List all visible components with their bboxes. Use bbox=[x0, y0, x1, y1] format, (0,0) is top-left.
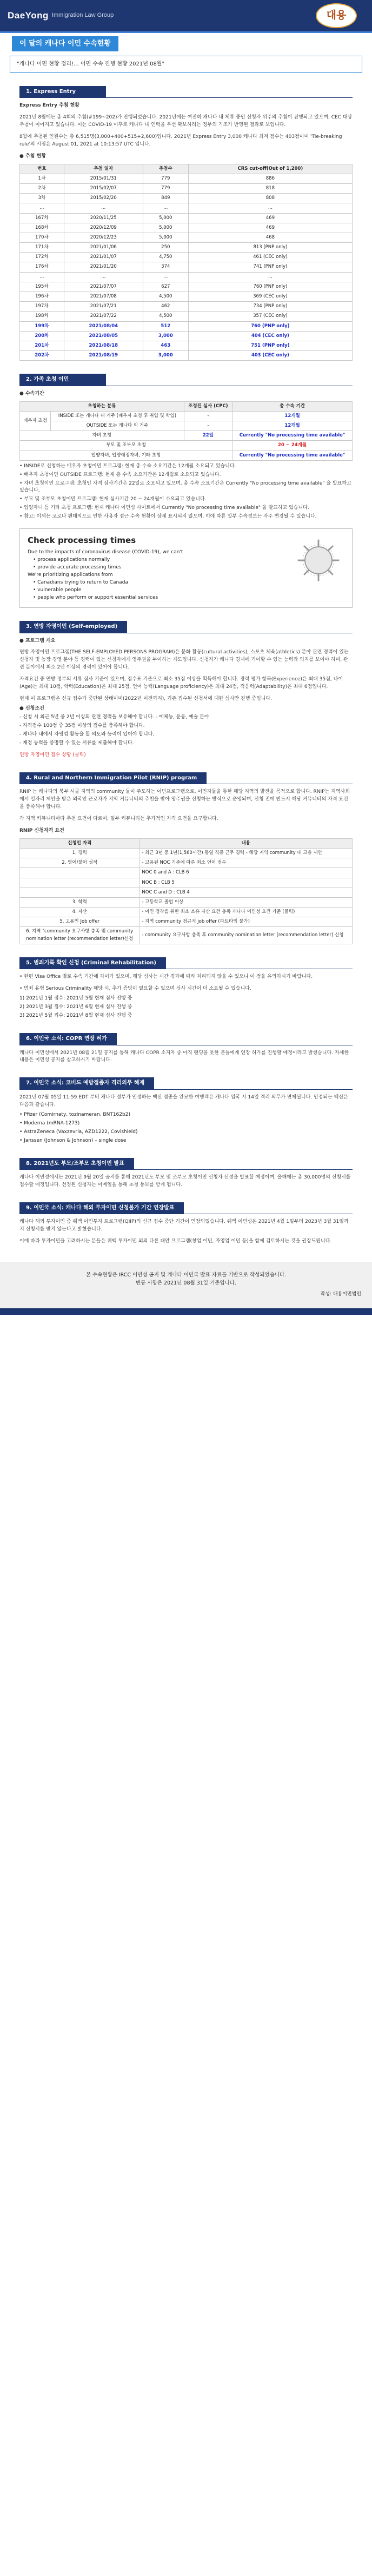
table-cell: 202차 bbox=[20, 351, 64, 361]
table-row bbox=[20, 849, 353, 858]
covid-notice-line: Due to the impacts of coronavirus disease (COVID-19), we can't bbox=[28, 549, 183, 555]
table-cell bbox=[20, 888, 140, 897]
main-content bbox=[0, 73, 372, 1246]
covid-notice-box bbox=[19, 528, 353, 608]
table-cell: 1. 경력 bbox=[20, 849, 140, 858]
rnip-requirements-table bbox=[19, 838, 353, 944]
table-cell: 2021/08/05 bbox=[64, 331, 143, 341]
table-row bbox=[20, 908, 353, 917]
section-title-copr: 6. 이민국 소식: COPR 연장 허가 bbox=[19, 1033, 117, 1045]
table-cell: 403 (CEC only) bbox=[188, 351, 352, 361]
table-cell: 2차 bbox=[20, 184, 64, 194]
table-cell: NOC B : CLB 5 bbox=[140, 878, 353, 888]
table-cell: 760 (PNP only) bbox=[188, 321, 352, 331]
express-entry-paragraph-1: 2021년 8월에는 총 4회의 추첨(#199~202)가 진행되었습니다. 2021년에는 여전히 캐나다 내 체류 중인 신청자 위주의 추첨이 진행되고 있으며, CEC 대상 추첨이 이어지고 있습니다. 이는 COVID-19 이후로 캐나다 내 인력을 우선 확보하려는 정부의 기조가 반영된 결과로 보입니다. bbox=[19, 115, 353, 128]
table-cell: - bbox=[184, 411, 232, 421]
table-cell: INSIDE 또는 캐나다 내 거주 (배우자 초청 후 취업 및 학업) bbox=[51, 411, 184, 421]
vaccine-paragraph: 2021년 07월 05일 11:59 EDT 부터 캐나다 정부가 인정하는 백신 접종을 완료한 여행객은 캐나다 입국 시 14일 격리 의무가 면제됩니다. 인정되는 백신은 다음과 같습니다. bbox=[19, 1094, 348, 1108]
vaccine-list bbox=[19, 1111, 353, 1145]
table-header: 총 수속 기간 bbox=[232, 401, 353, 411]
table-cell: 512 bbox=[143, 321, 188, 331]
table-cell: 입양자녀, 입양예정자녀, 기타 초청 bbox=[20, 451, 232, 460]
table-cell: 2021/08/19 bbox=[64, 351, 143, 361]
table-cell: 2021/01/07 bbox=[64, 253, 143, 262]
table-cell: 849 bbox=[143, 194, 188, 203]
footer-line: 본 수속현황은 IRCC 이민성 공지 및 캐나다 이민국 발표 자료를 기반으로 작성되었습니다. bbox=[85, 1272, 287, 1279]
table-cell bbox=[20, 878, 140, 888]
family-note: • 입양자녀 등 기타 초청 프로그램: 현재 캐나다 이민성 사이트에서 Currently "No processing time available" 을 발표하고 있습니다. bbox=[19, 505, 309, 511]
section-divider bbox=[19, 1089, 353, 1090]
table-cell: 741 (PNP only) bbox=[188, 262, 352, 272]
table-cell: 2021/01/20 bbox=[64, 262, 143, 272]
table-header: 조정된 심사 (CPC) bbox=[184, 401, 232, 411]
table-cell: 22일 bbox=[184, 431, 232, 441]
table-cell: Currently "No processing time available" bbox=[232, 431, 353, 441]
self-employed-requirements bbox=[19, 705, 353, 747]
table-row bbox=[20, 203, 353, 213]
table-cell: 2021/08/18 bbox=[64, 341, 143, 350]
family-notes bbox=[19, 463, 353, 521]
emblem-text: 대용 bbox=[326, 9, 347, 22]
program-overview-label: ● 프로그램 개요 bbox=[19, 638, 56, 644]
table-row bbox=[20, 441, 353, 451]
table-cell: 2020/12/09 bbox=[64, 223, 143, 233]
covid-notice-text bbox=[28, 534, 183, 602]
table-cell: 751 (PNP only) bbox=[188, 341, 352, 350]
table-row bbox=[20, 312, 353, 321]
table-cell: 197차 bbox=[20, 302, 64, 312]
table-cell: 자녀 초청 bbox=[20, 431, 184, 441]
table-cell: OUTSIDE 또는 캐나다 외 거주 bbox=[51, 421, 184, 431]
emblem-logo bbox=[316, 3, 357, 28]
table-cell: 2015/01/31 bbox=[64, 174, 143, 183]
table-cell: 2021/07/07 bbox=[64, 282, 143, 292]
covid-notice-bullet: • Canadians trying to return to Canada bbox=[33, 580, 128, 586]
family-note: • 배우자 초청이민 OUTSIDE 프로그램: 현재 총 수속 소요기간은 12개월로 소요되고 있습니다. bbox=[19, 472, 221, 478]
vaccine-item: • Janssen (Johnson & Johnson) – single dose bbox=[19, 1137, 127, 1143]
table-header: 내용 bbox=[140, 838, 353, 848]
covid-notice-bullet: • process applications normally bbox=[33, 557, 110, 563]
table-row bbox=[20, 451, 353, 460]
table-cell: 4,750 bbox=[143, 253, 188, 262]
table-cell: 12개월 bbox=[232, 411, 353, 421]
requirement-item: ● 신청조건 bbox=[19, 706, 44, 712]
table-header: 추첨수 bbox=[143, 164, 188, 174]
table-row bbox=[20, 272, 353, 282]
vaccine-item: • Pfizer (Comirnaty, tozinameran, BNT162b2) bbox=[19, 1111, 130, 1117]
investor-paragraph: 캐나다 해외 투자이민 중 퀘벡 이민투자 프로그램(QIIP)의 신규 접수 중단 기간이 연장되었습니다. 퀘벡 이민성은 2021년 4월 1일부터 2023년 3월 31일까지 신청서를 받지 않는다고 밝혔습니다. bbox=[19, 1219, 349, 1233]
table-cell: 3차 bbox=[20, 194, 64, 203]
table-cell: - 지역 community 정규직 job offer (파트타임 불가) bbox=[140, 917, 353, 927]
table-cell: 2021/07/21 bbox=[64, 302, 143, 312]
table-cell: 20 ~ 24개월 bbox=[232, 441, 353, 451]
table-header: 번호 bbox=[20, 164, 64, 174]
section-divider bbox=[19, 1169, 353, 1170]
table-cell: 2015/02/20 bbox=[64, 194, 143, 203]
self-employed-status-link[interactable]: 연방 자영이민 접수 상황 (클릭) bbox=[19, 752, 86, 758]
covid-notice-bullet: • people who perform or support essential services bbox=[33, 595, 158, 601]
section-title-investor-pause: 9. 이민국 소식: 캐나다 해외 투자이민 신청불가 기간 연장발표 bbox=[19, 1202, 184, 1214]
table-row bbox=[20, 878, 353, 888]
rehab-list bbox=[19, 995, 353, 1020]
table-cell: Currently "No processing time available" bbox=[232, 451, 353, 460]
table-cell: ... bbox=[20, 203, 64, 213]
bottom-bar bbox=[0, 1308, 372, 1315]
table-row bbox=[20, 282, 353, 292]
table-cell: 734 (PNP only) bbox=[188, 302, 352, 312]
rehab-item: 2) 2021년 3월 접수: 2021년 6월 현재 심사 진행 중 bbox=[19, 1004, 132, 1010]
table-row bbox=[20, 421, 353, 431]
requirement-item: - 재정 능력을 증명할 수 있는 서류를 제출해야 합니다. bbox=[19, 740, 134, 746]
table-cell: 2015/02/07 bbox=[64, 184, 143, 194]
table-row bbox=[20, 321, 353, 331]
table-row bbox=[20, 927, 353, 944]
intro-subtitle: "캐나다 이민 현황 정리!... 이민 수속 진행 현황 2021년 08월" bbox=[10, 56, 362, 73]
table-cell: 201차 bbox=[20, 341, 64, 350]
table-cell: - 고용된 NOC 기준에 따른 최소 언어 점수 bbox=[140, 858, 353, 868]
covid-notice-bullet: • vulnerable people bbox=[33, 587, 82, 593]
section-title-express-entry: 1. Express Entry bbox=[19, 86, 106, 98]
table-row bbox=[20, 868, 353, 878]
requirement-item: - 신청 시 최근 5년 중 2년 이상의 관련 경력을 보유해야 합니다. - 예체능, 운동, 예술 분야 bbox=[19, 714, 209, 720]
table-cell: 462 bbox=[143, 302, 188, 312]
table-cell bbox=[20, 868, 140, 878]
vaccine-item: • Moderna (mRNA-1273) bbox=[19, 1120, 80, 1126]
section-divider bbox=[19, 97, 353, 98]
section-title-vaccine-exemption: 7. 이민국 소식: 코비드 예방접종자 격리의무 해제 bbox=[19, 1077, 154, 1089]
copr-paragraph: 캐나다 이민성에서 2021년 08월 21일 공지를 통해 캐나다 COPR 소지자 중 아직 랜딩을 못한 분들에게 연장 허가를 진행할 예정이라고 밝혔습니다. 자세한 내용은 이민성 공지를 참고하시기 바랍니다. bbox=[19, 1050, 349, 1063]
table-row bbox=[20, 174, 353, 183]
table-header: CRS cut-off(Out of 1,200) bbox=[188, 164, 352, 174]
processing-time-label: ● 수속기간 bbox=[19, 390, 44, 396]
rnip-paragraph: RNIP 는 캐나다의 북부 시골 지역의 community 들이 주도하는 이민프로그램으로, 이민자들을 통한 해당 지역의 발전을 목적으로 합니다. RNIP는 지역사회에서 일자리 제안을 받은 외국인 근로자가 지역 커뮤니티의 추천을 받아 영주권을 신청하는 방식으로 운영되며, 신청 전에 반드시 해당 커뮤니티의 자격 요건을 충족해야 합니다. bbox=[19, 789, 350, 810]
section-title-self-employed: 3. 연방 자영이민 (Self-employed) bbox=[19, 621, 127, 633]
table-cell: 1차 bbox=[20, 174, 64, 183]
footer-author: 작성: 대용이민법인 bbox=[320, 1291, 361, 1297]
rehab-item: 1) 2021년 1월 접수: 2021년 5월 현재 심사 진행 중 bbox=[19, 996, 132, 1002]
table-cell: - 이민 정착을 위한 최소 소유 자산 요건 충족 캐나다 이민성 요건 기준 (클릭) bbox=[140, 908, 353, 917]
express-entry-paragraph-2: 8월에 추첨된 인원수는 총 6,515명(3,000+400+515+2,600)입니다. 2021년 Express Entry 3,000 캐나다 최저 점수는 403점이며 'Tie-breaking rule'의 시점은 August 01, 2021 at 10:13:57 UTC 입니다. bbox=[19, 134, 342, 147]
footer-box bbox=[0, 1262, 372, 1308]
table-row bbox=[20, 888, 353, 897]
table-cell: 5. 고용인 Job offer bbox=[20, 917, 140, 927]
table-cell: ... bbox=[64, 203, 143, 213]
virus-icon bbox=[293, 534, 344, 586]
table-cell: 3. 학력 bbox=[20, 897, 140, 907]
section-title-family-sponsorship: 2. 가족 초청 이민 bbox=[19, 374, 106, 386]
table-cell: 4. 자산 bbox=[20, 908, 140, 917]
company-logo-subtitle: Immigration Law Group bbox=[51, 12, 114, 19]
table-cell: ... bbox=[143, 272, 188, 282]
table-cell: 168차 bbox=[20, 223, 64, 233]
self-employed-paragraph: 현재 이 프로그램은 신규 접수가 중단된 상태이며(2022년 이전까지), 기존 접수된 신청서에 대한 심사만 진행 중입니다. bbox=[19, 696, 272, 702]
table-cell: 2021/01/06 bbox=[64, 243, 143, 253]
table-cell: 469 bbox=[188, 213, 352, 223]
table-row bbox=[20, 351, 353, 361]
family-note: • INSIDE로 신청하는 배우자 초청이민 프로그램: 현재 총 수속 소요기간은 12개월 소요되고 있습니다. bbox=[19, 463, 236, 469]
table-header: 신청인 자격 bbox=[20, 838, 140, 848]
rehab-item: 3) 2021년 5월 접수: 2021년 8월 현재 심사 진행 중 bbox=[19, 1013, 132, 1019]
table-row bbox=[20, 917, 353, 927]
covid-notice-line: We're prioritizing applications from bbox=[28, 572, 113, 578]
parents-paragraph: 캐나다 이민성에서는 2021년 9월 20일 공지를 통해 2021년도 부모 및 조부모 초청이민 신청자 선정을 발표할 예정이며, 올해에는 총 30,000명의 신청서를 접수할 예정입니다. 선정된 신청자는 이메일을 통해 초청 통보를 받게 됩니다. bbox=[19, 1175, 351, 1188]
table-row bbox=[20, 233, 353, 242]
express-entry-draw-table bbox=[19, 164, 353, 361]
table-header: 초청하는 분류 bbox=[20, 401, 184, 411]
table-cell: 818 bbox=[188, 184, 352, 194]
table-cell: ... bbox=[64, 272, 143, 282]
table-row bbox=[20, 431, 353, 441]
table-cell: 357 (CEC only) bbox=[188, 312, 352, 321]
company-logo[interactable]: DaeYong bbox=[8, 10, 49, 21]
investor-paragraph: 이에 따라 투자이민을 고려하시는 분들은 퀘벡 투자이민 외의 다른 대안 프로그램(창업 이민, 자영업 이민 등)을 함께 검토하시는 것을 권장드립니다. bbox=[19, 1239, 332, 1244]
table-cell: 3,000 bbox=[143, 331, 188, 341]
table-cell: 760 (PNP only) bbox=[188, 282, 352, 292]
table-cell: 5,000 bbox=[143, 223, 188, 233]
table-cell: NOC 0 and A : CLB 6 bbox=[140, 868, 353, 878]
table-row bbox=[20, 292, 353, 302]
rnip-table-label: RNIP 신청자격 요건 bbox=[19, 827, 64, 833]
table-cell: 2021/07/08 bbox=[64, 292, 143, 302]
table-cell: - 최근 3년 중 1년(1,560시간) 동일 직종 근무 경력 - 해당 지역 community 내 고용 제안 bbox=[140, 849, 353, 858]
table-cell: 5,000 bbox=[143, 213, 188, 223]
table-row bbox=[20, 194, 353, 203]
table-cell: 200차 bbox=[20, 331, 64, 341]
vaccine-item: • AstraZeneca (Vaxzevria, AZD1222, Covishield) bbox=[19, 1129, 138, 1135]
table-cell: 461 (CEC only) bbox=[188, 253, 352, 262]
table-cell: ... bbox=[188, 272, 352, 282]
table-row bbox=[20, 331, 353, 341]
table-cell: 12개월 bbox=[232, 421, 353, 431]
table-cell: - community 요구사항 충족 후 community nomination letter (recommendation letter) 신청 bbox=[140, 927, 353, 944]
draw-table-label: ● 추첨 현황 bbox=[19, 153, 46, 159]
table-cell: 부모 및 조부모 초청 bbox=[20, 441, 232, 451]
table-cell: 196차 bbox=[20, 292, 64, 302]
family-sponsorship-table bbox=[19, 401, 353, 461]
table-cell: 5,000 bbox=[143, 233, 188, 242]
table-cell: 199차 bbox=[20, 321, 64, 331]
rnip-paragraph: 각 지역 커뮤니티마다 추천 요건이 다르며, 일부 커뮤니티는 추가적인 자격 요건을 요구합니다. bbox=[19, 816, 218, 822]
table-cell: 627 bbox=[143, 282, 188, 292]
table-cell: 886 bbox=[188, 174, 352, 183]
table-row bbox=[20, 897, 353, 907]
intro-section bbox=[0, 33, 372, 73]
table-cell: NOC C and D : CLB 4 bbox=[140, 888, 353, 897]
table-cell: 463 bbox=[143, 341, 188, 350]
table-cell: 469 bbox=[188, 223, 352, 233]
family-note: • 부모 및 조부모 초청이민 프로그램: 현재 심사기간 20 ~ 24개월이 소요되고 있습니다. bbox=[19, 496, 207, 502]
requirement-item: - 자격점수 100점 중 35점 이상의 점수를 충족해야 합니다. bbox=[19, 723, 145, 729]
rehab-paragraph: • 범죄 유형 Serious Criminality 해당 시, 추가 증빙이 필요할 수 있으며 심사 시간이 더 소요될 수 있습니다. bbox=[19, 986, 251, 992]
express-entry-heading: Express Entry 추첨 현황 bbox=[19, 103, 79, 109]
table-cell: 404 (CEC only) bbox=[188, 331, 352, 341]
table-row bbox=[20, 341, 353, 350]
self-employed-paragraph: 연방 자영이민 프로그램(THE SELF-EMPLOYED PERSONS PROGRAM)은 문화 활동(cultural activities), 스포츠 체육(athletics) 분야 관련 경력이 있는 신청자 및 농장 경영 분야 등 경력이 있는 신청자에게 영주권을 부여하는 제도입니다. 신청자가 캐나다 경제에 기여할 수 있는 능력과 의지를 보여야 하며, 관련 분야에서 최소 2년 이상의 경력이 있어야 합니다. bbox=[19, 650, 349, 671]
table-cell: 3,000 bbox=[143, 351, 188, 361]
table-cell: ... bbox=[188, 203, 352, 213]
rehab-paragraph: • 한편 Visa Office 별로 수속 기간에 차이가 있으며, 해당 심사는 시간 경과에 따라 처리되지 않을 수 있으니 이 점을 유의하시기 바랍니다. bbox=[19, 974, 313, 980]
table-cell: 250 bbox=[143, 243, 188, 253]
table-cell: 779 bbox=[143, 174, 188, 183]
table-cell: 813 (PNP only) bbox=[188, 243, 352, 253]
table-cell: 4,500 bbox=[143, 312, 188, 321]
table-cell: 2. 영어/불어 성적 bbox=[20, 858, 140, 868]
table-cell: 808 bbox=[188, 194, 352, 203]
table-cell: 779 bbox=[143, 184, 188, 194]
table-cell: 6. 지역 "community 요구사항 충족 및 community nomination letter (recommendation letter)신청 bbox=[20, 927, 140, 944]
table-cell: 171차 bbox=[20, 243, 64, 253]
family-note: • 참고: 이제는 코로나 팬데믹으로 인한 사용자 접근 수속 현황이 상세 표시되지 않으며, 이에 따른 일부 수속정보는 자주 변경될 수 있습니다. bbox=[19, 514, 317, 520]
table-row bbox=[20, 243, 353, 253]
table-cell: 2020/11/25 bbox=[64, 213, 143, 223]
table-cell: 195차 bbox=[20, 282, 64, 292]
table-row bbox=[20, 411, 353, 421]
table-cell: ... bbox=[143, 203, 188, 213]
requirement-item: - 캐나다 내에서 자영업 활동을 할 의도와 능력이 있어야 합니다. bbox=[19, 731, 155, 737]
table-cell: 468 bbox=[188, 233, 352, 242]
header-bar bbox=[0, 0, 372, 31]
section-title-criminal-rehabilitation: 5. 범죄기록 확인 신청 (Criminal Rehabilitation) bbox=[19, 957, 166, 969]
month-title: 이 달의 캐나다 이민 수속현황 bbox=[12, 36, 118, 51]
table-cell: 176차 bbox=[20, 262, 64, 272]
table-row bbox=[20, 184, 353, 194]
table-row bbox=[20, 262, 353, 272]
table-cell: 2021/08/04 bbox=[64, 321, 143, 331]
table-cell: 2020/12/23 bbox=[64, 233, 143, 242]
table-cell: 4,500 bbox=[143, 292, 188, 302]
table-cell: - bbox=[184, 421, 232, 431]
table-cell: 배우자 초청 bbox=[20, 411, 51, 431]
table-cell: 198차 bbox=[20, 312, 64, 321]
table-row bbox=[20, 253, 353, 262]
table-cell: 374 bbox=[143, 262, 188, 272]
footer-line: 변동 사항은 2021년 08월 31일 기준입니다. bbox=[136, 1280, 236, 1286]
self-employed-paragraph: 자격요건 중 연방 정부의 서류 심사 기준이 있으며, 점수표 기준으로 최소 35점 이상을 획득해야 합니다. 경력 평가 항목(Experience)은 최대 35점, 나이(Age)는 최대 10점, 학력(Education)은 최대 25점, 언어 능력(Language proficiency)은 최대 24점, 적응력(Adaptability)은 최대 6점입니다. bbox=[19, 677, 343, 690]
table-row bbox=[20, 858, 353, 868]
covid-notice-title: Check processing times bbox=[28, 535, 136, 546]
section-title-parents-program: 8. 2021년도 부모/조부모 초청이민 발표 bbox=[19, 1158, 134, 1170]
table-cell: - 고등학교 졸업 이상 bbox=[140, 897, 353, 907]
table-cell: 172차 bbox=[20, 253, 64, 262]
table-header: 추첨 일자 bbox=[64, 164, 143, 174]
family-note: • 자녀 초청이민 프로그램: 초청인 자격 심사기간은 22일로 소요되고 있으며, 총 수속 소요기간은 Currently "No processing time available" 을 발표하고 있습니다. bbox=[19, 480, 351, 494]
table-cell: 2021/07/22 bbox=[64, 312, 143, 321]
covid-notice-bullet: • provide accurate processing times bbox=[33, 565, 122, 571]
table-cell: 170차 bbox=[20, 233, 64, 242]
table-row bbox=[20, 223, 353, 233]
table-row bbox=[20, 302, 353, 312]
table-cell: ... bbox=[20, 272, 64, 282]
table-cell: 369 (CEC only) bbox=[188, 292, 352, 302]
table-row bbox=[20, 213, 353, 223]
table-cell: 167차 bbox=[20, 213, 64, 223]
section-title-rnip: 4. Rural and Northern Immigration Pilot (RNIP) program bbox=[19, 772, 207, 784]
